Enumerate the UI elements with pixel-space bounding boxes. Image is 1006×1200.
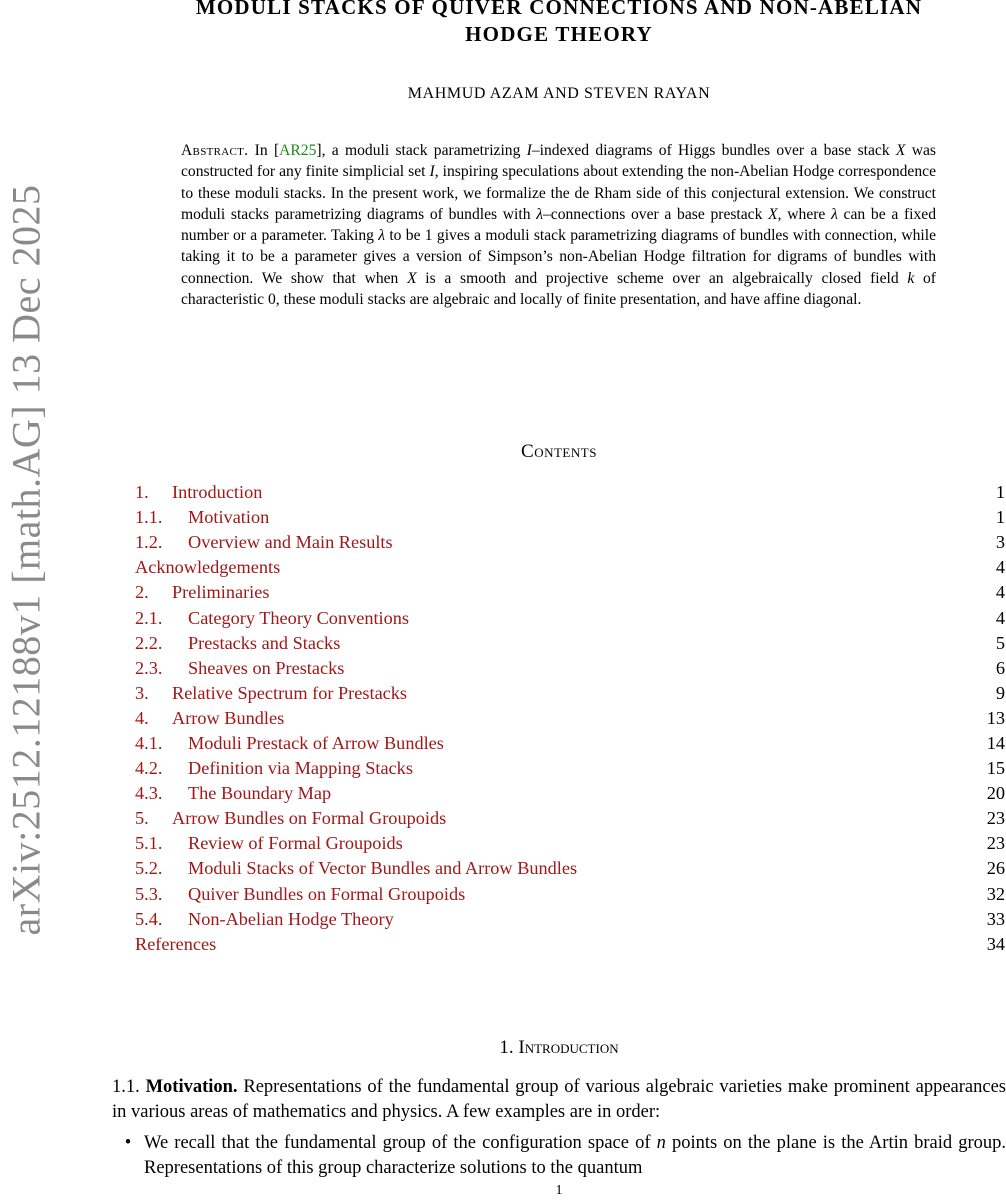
toc-entry[interactable] [135, 605, 1006, 630]
toc-entry-number: 2.3. [135, 657, 163, 678]
toc-entry-page: 1 [995, 507, 1005, 528]
toc-entry[interactable] [135, 907, 1006, 932]
toc-entry-title: Quiver Bundles on Formal Groupoids [188, 883, 466, 904]
section-heading-introduction: 1. Introduction [499, 1037, 619, 1058]
contents-heading: Contents [521, 441, 597, 462]
toc-entry[interactable] [135, 831, 1006, 856]
toc-entry-title: Review of Formal Groupoids [188, 833, 403, 854]
toc-entry-page: 26 [986, 858, 1005, 879]
toc-entry-number: 4.3. [135, 783, 163, 804]
toc-entry-number: 3. [135, 682, 149, 703]
toc-entry-link[interactable] [135, 482, 262, 503]
toc-entry-link[interactable] [135, 557, 280, 578]
toc-entry[interactable] [135, 781, 1006, 806]
toc-entry[interactable] [135, 505, 1006, 530]
toc-entry-title: Motivation [188, 507, 270, 528]
toc-entry-link[interactable] [135, 582, 269, 603]
toc-entry-title: Preliminaries [172, 582, 270, 603]
toc-entry-title: Category Theory Conventions [188, 607, 410, 628]
toc-entry-page: 23 [986, 808, 1005, 829]
toc-entry-title: Moduli Stacks of Vector Bundles and Arrow Bundles [188, 858, 578, 879]
toc-entry-link[interactable] [135, 683, 407, 704]
toc-entry[interactable] [135, 731, 1006, 756]
toc-entry[interactable] [135, 932, 1006, 957]
toc-entry-number: 4.1. [135, 732, 163, 753]
toc-entry-number: 1. [135, 482, 149, 503]
toc-entry-title: Acknowledgements [135, 557, 281, 578]
toc-entry-title: Arrow Bundles on Formal Groupoids [172, 808, 447, 829]
toc-entry-link[interactable] [135, 608, 409, 629]
abstract: Abstract. In [AR25], a moduli stack parametrizing I–indexed diagrams of Higgs bundles over a base stack X was constructed for any finite simplicial set I, inspiring speculations about extending the non-Abelian Hodge correspondence to these moduli stacks. In the present work, we formalize the de Rham side of this conjectural extension. We construct moduli stacks parametrizing diagrams of bundles with λ–connections over a base prestack X, where λ can be a fixed number or a parameter. Taking λ to be 1 gives a moduli stack parametrizing diagrams of bundles with connection, while taking it to be a parameter gives a version of Simpson’s non-Abelian Hodge filtration for digrams of bundles with connection. We show that when X is a smooth and projective scheme over an algebraically closed field k of characteristic 0, these moduli stacks are algebraic and locally of finite presentation, and have affine diagonal. [181, 142, 936, 309]
toc-entry[interactable] [135, 706, 1006, 731]
toc-entry-number: 5.1. [135, 833, 163, 854]
toc-entry[interactable] [135, 656, 1006, 681]
toc-entry-page: 6 [995, 657, 1005, 678]
toc-entry-page: 14 [986, 732, 1005, 753]
toc-entry-number: 5. [135, 808, 149, 829]
motivation-paragraph: 1.1. Motivation. Representations of the fundamental group of various algebraic varieties make prominent appearances in various areas of mathematics and physics. A few examples are in order: [112, 1077, 1006, 1122]
toc-entry-title: Prestacks and Stacks [188, 632, 341, 653]
toc-entry-page: 5 [995, 632, 1005, 653]
toc-entry-page: 4 [995, 557, 1005, 578]
toc-entry-number: 2.1. [135, 607, 163, 628]
toc-entry-number: 4.2. [135, 758, 163, 779]
toc-entry-number: 5.2. [135, 858, 163, 879]
toc-entry-link[interactable] [135, 733, 444, 754]
title-line-1: MODULI STACKS OF QUIVER CONNECTIONS AND NON-ABELIAN [195, 0, 923, 19]
toc-entry-number: 1.2. [135, 532, 163, 553]
toc-entry-link[interactable] [135, 833, 403, 854]
list-item: • We recall that the fundamental group of the configuration space of n points on the plane is the Artin braid group. Representations of this group characterize solutions to the quantum [112, 1131, 1006, 1180]
toc-entry-page: 32 [986, 883, 1005, 904]
toc-entry-link[interactable] [135, 658, 344, 679]
toc-entry-page: 34 [986, 933, 1005, 954]
toc-entry-title: Arrow Bundles [172, 707, 285, 728]
bullet-icon: • [124, 1133, 132, 1153]
toc-entry-number: 1.1. [135, 507, 163, 528]
toc-entry-link[interactable] [135, 532, 393, 553]
toc-entry-title: Moduli Prestack of Arrow Bundles [188, 732, 444, 753]
toc-entry[interactable] [135, 681, 1006, 706]
table-of-contents [135, 480, 1006, 957]
page-number: 1 [555, 1183, 563, 1198]
toc-entry-page: 15 [986, 758, 1005, 779]
toc-entry[interactable] [135, 856, 1006, 881]
toc-entry[interactable] [135, 580, 1006, 605]
subsection-title: Motivation. [145, 1077, 238, 1097]
toc-entry-page: 23 [986, 833, 1005, 854]
toc-entry-number: 5.3. [135, 883, 163, 904]
authors: MAHMUD AZAM AND STEVEN RAYAN [407, 85, 711, 102]
arxiv-sidebar-stamp [0, 184, 52, 936]
abstract-heading: Abstract. [181, 142, 249, 159]
toc-entry-number: 2. [135, 582, 149, 603]
toc-entry[interactable] [135, 480, 1006, 505]
toc-entry-title: Definition via Mapping Stacks [188, 758, 413, 779]
toc-entry-title: Non-Abelian Hodge Theory [188, 908, 394, 929]
toc-entry-link[interactable] [135, 708, 284, 729]
toc-entry-link[interactable] [135, 858, 577, 879]
toc-entry-link[interactable] [135, 884, 465, 905]
introduction-body [112, 1075, 1006, 1180]
toc-entry-number: 5.4. [135, 908, 163, 929]
toc-entry-title: References [135, 933, 217, 954]
toc-entry[interactable] [135, 806, 1006, 831]
toc-entry-number: 2.2. [135, 632, 163, 653]
citation-link[interactable]: AR25 [279, 142, 317, 159]
toc-entry-link[interactable] [135, 808, 446, 829]
toc-entry[interactable] [135, 882, 1006, 907]
toc-entry-title: Sheaves on Prestacks [188, 657, 345, 678]
toc-entry-title: The Boundary Map [188, 783, 332, 804]
toc-entry-link[interactable] [135, 758, 413, 779]
toc-entry-title: Overview and Main Results [188, 532, 393, 553]
toc-entry[interactable] [135, 555, 1006, 580]
toc-entry-page: 3 [995, 532, 1005, 553]
toc-entry-link[interactable] [135, 909, 394, 930]
toc-entry-title: Introduction [172, 482, 263, 503]
toc-entry-page: 4 [995, 607, 1005, 628]
toc-entry[interactable] [135, 756, 1006, 781]
toc-entry-link[interactable] [135, 507, 269, 528]
toc-entry-link[interactable] [135, 633, 340, 654]
toc-entry[interactable] [135, 631, 1006, 656]
toc-entry-title: Relative Spectrum for Prestacks [172, 682, 408, 703]
toc-entry-page: 20 [986, 783, 1005, 804]
toc-entry-page: 9 [995, 682, 1005, 703]
toc-entry-page: 1 [995, 482, 1005, 503]
toc-entry-page: 13 [986, 707, 1005, 728]
toc-entry-page: 4 [995, 582, 1005, 603]
arxiv-id: arXiv:2512.12188v1 [math.AG] 13 Dec 2025 [3, 184, 49, 936]
title-line-2: HODGE THEORY [465, 22, 653, 46]
toc-entry-page: 33 [986, 908, 1005, 929]
toc-entry[interactable] [135, 530, 1006, 555]
toc-entry-link[interactable] [135, 783, 331, 804]
toc-entry-link[interactable] [135, 934, 216, 955]
toc-entry-number: 4. [135, 707, 149, 728]
paper-title [112, 0, 1006, 48]
